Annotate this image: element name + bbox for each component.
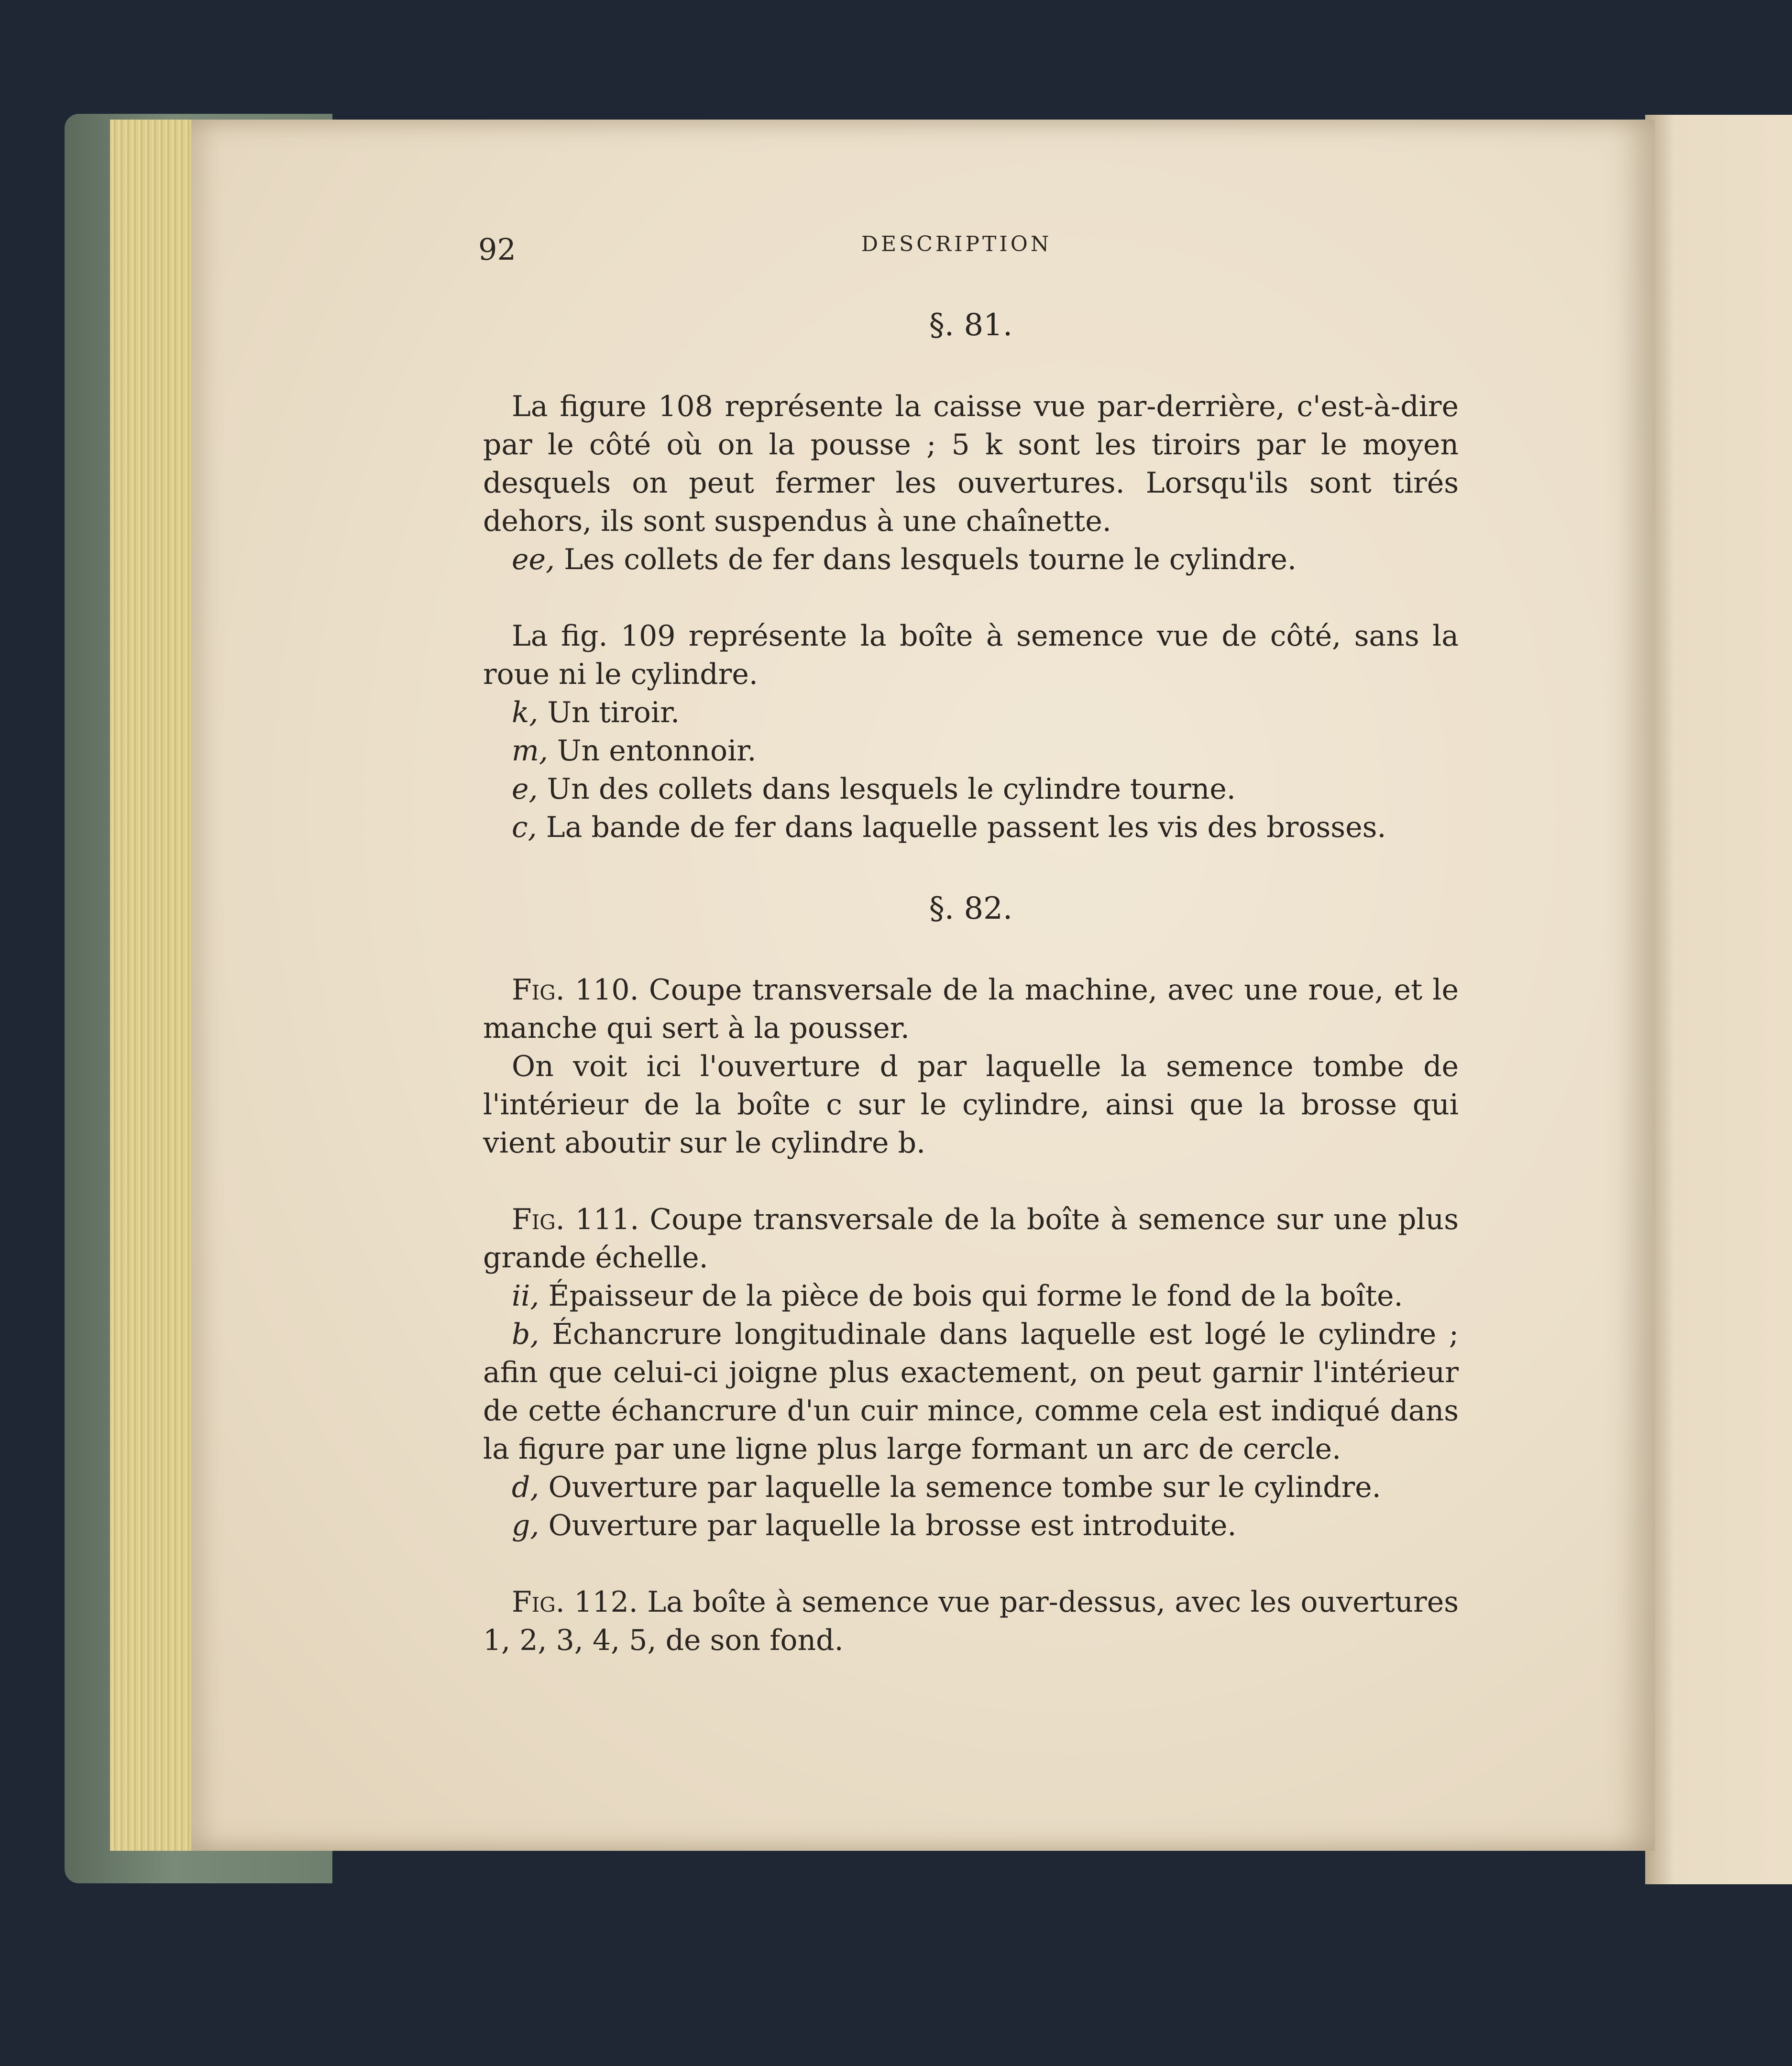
item-key: b, [512,1318,539,1351]
figure-label: Fig. 110. [512,973,639,1007]
item-key: g, [512,1509,539,1542]
item-text: Épaisseur de la pièce de bois qui forme le fond de la boîte. [548,1279,1403,1313]
item-key: d, [512,1471,539,1504]
list-item [483,1506,1459,1545]
figure-caption: Coupe transversale de la boîte à semence sur une plus grande échelle. [483,1203,1459,1275]
figure-label: Fig. 112. [512,1585,638,1619]
page-number: 92 [478,232,516,267]
list-item [483,732,1459,770]
paragraph: On voit ici l'ouverture d par laquelle la semence tombe de l'intérieur de la boîte c sur le cylindre, ainsi que la brosse qui vient aboutir sur le cylindre b. [483,1050,1459,1160]
item-text: Échancrure longitudinale dans laquelle est logé le cylindre ; afin que celui-ci joigne plus exactement, on peut garnir l'intérieur de cette échancrure d'un cuir mince, comme cela est indiqué dans la figure par une ligne plus large formant un arc de cercle. [483,1318,1459,1466]
item-key: e, [512,772,538,806]
section-heading-82: §. 82. [929,891,1013,926]
paragraph: La figure 108 représente la caisse vue par-derrière, c'est-à-dire par le côté où on la pousse ; 5 k sont les tiroirs par le moyen desquels on peut fermer les ouvertures. Lorsqu'ils sont tirés dehors, ils sont suspendus à une chaînette. [483,390,1459,538]
list-item [483,693,1459,732]
list-item [483,1277,1459,1315]
figure-caption: Coupe transversale de la machine, avec une roue, et le manche qui sert à la pousser. [483,973,1459,1045]
item-key: k, [512,696,539,729]
figure-label: Fig. 111. [512,1203,639,1236]
item-text: Un entonnoir. [557,734,757,768]
item-key: c, [512,811,537,844]
item-text: Les collets de fer dans lesquels tourne le cylindre. [564,543,1297,576]
item-key: ii, [512,1279,539,1313]
item-text: Ouverture par laquelle la brosse est introduite. [548,1509,1237,1542]
item-text: Un tiroir. [547,696,680,729]
list-item [483,808,1459,846]
paragraph: La fig. 109 représente la boîte à semence vue de côté, sans la roue ni le cylindre. [483,619,1459,691]
item-text: La bande de fer dans laquelle passent les vis des brosses. [546,811,1386,844]
facing-page-edge [1645,115,1792,1884]
paragraph [483,971,1459,1047]
list-item [483,1315,1459,1468]
item-text: Un des collets dans lesquels le cylindre tourne. [547,772,1236,806]
page-text [483,297,1459,1659]
figure-caption: La boîte à semence vue par-dessus, avec les ouvertures 1, 2, 3, 4, 5, de son fond. [483,1585,1459,1657]
paragraph [483,1200,1459,1277]
item-text: Ouverture par laquelle la semence tombe sur le cylindre. [548,1471,1381,1504]
item-key: ee, [512,543,555,576]
paragraph [483,1583,1459,1659]
list-item [483,770,1459,808]
running-head: DESCRIPTION [861,232,1052,256]
item-key: m, [512,734,548,768]
list-item [483,1468,1459,1506]
list-item [483,540,1459,579]
section-heading-81: §. 81. [929,308,1013,343]
